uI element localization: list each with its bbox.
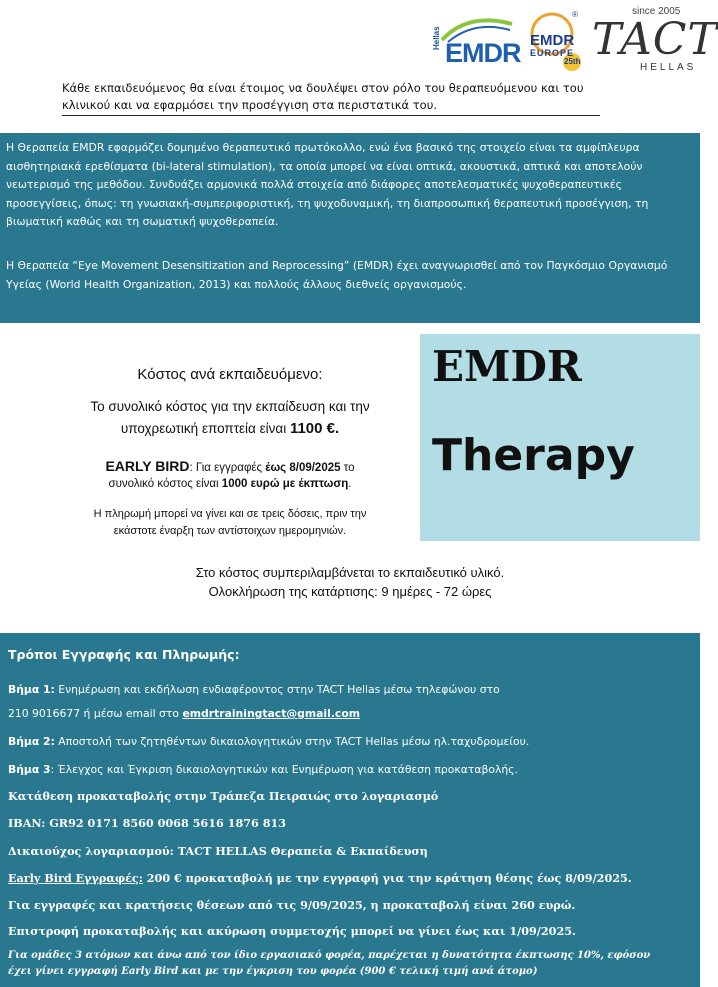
early-bird-cost: 1000 ευρώ με έκπτωση — [221, 478, 349, 490]
about-paragraph-1: Η Θεραπεία EMDR εφαρμόζει δομημένο θεραπευτικό πρωτόκολλο, ενώ ένα βασικό της στοιχείο είναι τα αμφίπλευρα αισθητηριακά ερεθίσματα (bi-lateral stimulation), τα οποία μπορεί να είναι οπτικά, ακουστικά, απτικά και αποτελούν νεωτερισμό της μεθόδου. Συνδυάζει αρμονικά πολλά στοιχεία από διάφορες αποτελεσματικές ψυχοθεραπευτικές προσεγγίσεις, όπως: τη γνωσιακή-συμπεριφοριστική, τη ψυχοδυναμική, τη διαπροσωπική θεραπευτική προσέγγιση, τη βιωματική καθώς και τη σωματική ψυχοθεραπεία. — [6, 141, 649, 228]
regular-deposit: Για εγγραφές και κρατήσεις θέσεων από τις 9/09/2025, η προκαταβολή είναι 260 ευρώ. — [8, 898, 576, 912]
logo-25th-badge: 25th — [564, 57, 581, 66]
cost-amount: 1100 €. — [289, 420, 340, 437]
deposit-info: Κατάθεση προκαταβολής στην Τράπεζα Πειραιώς στο λογαριασμό — [8, 789, 439, 803]
step-2-label: Βήμα 2: — [8, 735, 55, 748]
iban: IBAN: GR92 0171 8560 0068 5616 1876 813 — [8, 816, 287, 830]
intro-text: Κάθε εκπαιδευόμενος θα είναι έτοιμος να δουλέψει στον ρόλο του θεραπευόμενου και του κλινικού και να εφαρμόσει την προσέγγιση στα περιστατικά του. — [62, 81, 584, 112]
step-2 — [8, 735, 529, 748]
step-1 — [8, 683, 500, 696]
early-bird-period: . — [348, 478, 352, 490]
early-bird-line-2 — [60, 475, 400, 493]
intro-divider — [62, 115, 600, 116]
early-bird-text-b: το — [340, 462, 355, 474]
early-bird-deposit-text: 200 € προκαταβολή με την εγγραφή για την κράτηση θέσης έως 8/09/2025. — [142, 871, 632, 885]
step-1-text: Ενημέρωση και εκδήλωση ενδιαφέροντος στην TACT Hellas μέσω τηλεφώνου στο — [54, 683, 500, 696]
refund-policy: Επιστροφή προκαταβολής και ακύρωση συμμετοχής μπορεί να γίνει έως και 1/09/2025. — [8, 924, 576, 938]
early-bird-text-a: : Για εγγραφές — [189, 462, 266, 474]
emdr-therapy-panel — [420, 334, 700, 541]
early-bird-label: EARLY BIRD — [105, 458, 190, 474]
registered-mark: ® — [572, 10, 578, 19]
early-bird-deposit — [8, 871, 632, 885]
step-1-phone: 210 9016677 ή μέσω email στο — [8, 707, 183, 720]
cost-line-1: Το συνολικό κόστος για την εκπαίδευση και την — [90, 399, 370, 414]
email-link[interactable]: emdrtrainingtact@gmail.com — [182, 707, 360, 720]
early-bird-cost-text: συνολικό κόστος είναι — [108, 478, 222, 490]
logo-hellas-text: Hellas — [432, 26, 441, 50]
panel-title-emdr: EMDR — [432, 342, 582, 391]
logo-europe-text: EUROPE — [530, 48, 575, 58]
group-discount-1: Για ομάδες 3 ατόμων και άνω από τον ίδιο εργασιακό φορέα, παρέχεται η δυνατότητα έκπτωσης 10%, εφόσον — [8, 950, 651, 961]
about-section — [0, 133, 700, 323]
step-2-text: Αποστολή των ζητηθέντων δικαιολογητικών στην TACT Hellas μέσω ηλ.ταχυδρομείου. — [54, 735, 530, 748]
logo-tact-word: TACT — [592, 14, 718, 65]
emdr-hellas-logo — [432, 14, 521, 72]
logo-since-text: since 2005 — [632, 6, 681, 17]
cost-title: Κόστος ανά εκπαιδευόμενο: — [137, 366, 323, 383]
logo-tact-hellas: HELLAS — [640, 62, 697, 73]
early-bird-line-1 — [60, 457, 400, 477]
training-duration: Ολοκλήρωση της κατάρτισης: 9 ημέρες - 72 ώρες — [208, 584, 492, 599]
registration-title: Τρόποι Εγγραφής και Πληρωμής: — [8, 647, 240, 662]
tact-hellas-logo — [588, 6, 718, 76]
step-1-contact — [8, 707, 360, 720]
step-3-text: : Έλεγχος και Έγκριση δικαιολογητικών και Ενημέρωση για κατάθεση προκαταβολής. — [50, 763, 518, 776]
early-bird-date: έως 8/09/2025 — [265, 462, 341, 474]
beneficiary: Δικαιούχος λογαριασμού: TACT HELLAS Θεραπεία & Εκπαίδευση — [8, 844, 428, 858]
payment-line-1: Η πληρωμή μπορεί να γίνει και σε τρεις δόσεις, πριν την — [93, 508, 367, 520]
step-3 — [8, 763, 518, 776]
logo-emdr-text: EMDR — [445, 38, 521, 68]
included-material: Στο κόστος συμπεριλαμβάνεται το εκπαιδευτικό υλικό. — [195, 565, 505, 580]
emdr-europe-logo — [524, 10, 584, 74]
cost-line-2-text: υποχρεωτική εποπτεία είναι — [120, 421, 290, 436]
step-3-label: Βήμα 3 — [8, 763, 51, 776]
logo-europe-emdr: EMDR — [530, 32, 575, 49]
cost-line-2 — [40, 418, 420, 440]
panel-title-therapy: Therapy — [432, 430, 635, 481]
payment-line-2: εκάστοτε έναρξη των αντίστοιχων ημερομηνιών. — [113, 525, 347, 537]
registration-section — [0, 633, 700, 987]
group-discount-2: έχει γίνει εγγραφή Early Bird και με την έγκριση του φορέα (900 € τελική τιμή ανά άτομο) — [8, 966, 538, 977]
early-bird-deposit-label: Early Bird Εγγραφές: — [8, 871, 143, 885]
step-1-label: Βήμα 1: — [8, 683, 55, 696]
about-paragraph-2: Η Θεραπεία “Eye Movement Desensitization and Reprocessing” (EMDR) έχει αναγνωρισθεί από τον Παγκόσμιο Οργανισμό Υγείας (World Health Organization, 2013) και πολλούς άλλους διεθνείς οργανισμούς. — [6, 259, 668, 291]
